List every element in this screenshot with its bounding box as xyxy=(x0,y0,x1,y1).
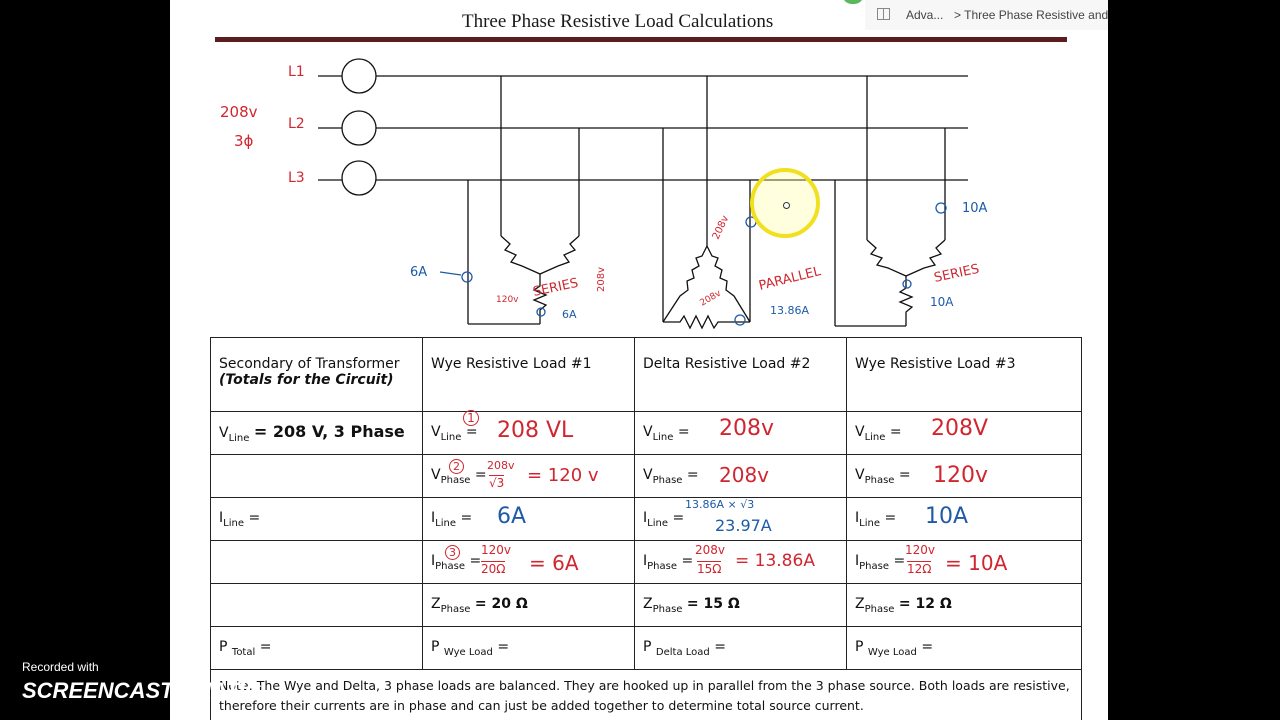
load1-step2-marker: 2 xyxy=(449,459,464,474)
load1-iphase-denominator: 20Ω xyxy=(481,562,506,576)
load1-z-cell: $Z_{Phase} = 20$ Ω xyxy=(423,584,635,627)
secondary-z-cell xyxy=(211,584,423,627)
circuit-diagram xyxy=(170,0,1108,340)
load2-iphase-result: = 13.86A xyxy=(735,551,815,571)
load2-iphase-numerator: 208v xyxy=(695,543,726,557)
label-l2: L2 xyxy=(288,116,305,132)
load3-p-cell: P $_{Wye Load}$ = xyxy=(847,627,1082,670)
load3-z-value: = 12 Ω xyxy=(898,595,952,612)
load3-vline-value: 208V xyxy=(931,416,989,441)
secondary-vline-cell: $V_{Line} = 208$ V, 3 Phase xyxy=(211,412,423,455)
page-title: Three Phase Resistive Load Calculations xyxy=(462,11,774,32)
source-l3-symbol xyxy=(342,161,376,195)
document-page xyxy=(170,0,1108,720)
header-load1: Wye Resistive Load #1 xyxy=(423,338,635,412)
load2-iline-calculation: 13.86A × √3 xyxy=(685,498,755,511)
table-note: Note: The Wye and Delta, 3 phase loads are balanced. They are hooked up in parallel from the 3 phase source. Both loads are resistive, therefore their currents are in phase and can just be added together to determine total source current. xyxy=(211,670,1082,720)
secondary-vphase-cell xyxy=(211,455,423,498)
load1-series-label: SERIES xyxy=(531,275,580,300)
source-voltage: 208v xyxy=(220,103,258,121)
load3-iphase-numerator: 120v xyxy=(905,543,936,557)
source-phase: 3ϕ xyxy=(234,132,254,150)
header-secondary-label: Secondary of Transformer xyxy=(219,356,400,372)
load1-z-value: = 20 Ω xyxy=(474,595,528,612)
load2-current: 13.86A xyxy=(770,304,810,317)
load1-vline-cell: $V_{Line}$ = 1 208 VL xyxy=(423,412,635,455)
secondary-p-cell: P $_{Total}$ = xyxy=(211,627,423,670)
load1-phase-current: 6A xyxy=(562,308,577,321)
load3-line-current: 10A xyxy=(962,201,988,216)
cursor-highlight xyxy=(750,168,820,238)
load3-phase-current: 10A xyxy=(930,295,954,309)
load1-vphase-denominator: √3 xyxy=(489,476,505,490)
load2-z-value: = 15 Ω xyxy=(686,595,740,612)
header-secondary xyxy=(211,338,423,412)
load2-parallel-label: PARALLEL xyxy=(757,264,823,294)
screencast-logo: SCREENCAST◉MATIC xyxy=(22,678,261,703)
load3-iphase-result: = 10A xyxy=(945,551,1008,575)
load3-iphase-cell: $I_{Phase}$ = 120v 12Ω = 10A xyxy=(847,541,1082,584)
load1-iline-value: 6A xyxy=(497,504,527,529)
load1-iline-cell: $I_{Line}$ = 6A xyxy=(423,498,635,541)
load2-iphase-cell: $I_{Phase}$ = 208v 15Ω = 13.86A xyxy=(635,541,847,584)
source-l2-symbol xyxy=(342,111,376,145)
load1-vphase-numerator: 208v xyxy=(487,459,515,472)
screencast-watermark xyxy=(22,660,261,704)
watermark-line1: Recorded with xyxy=(22,660,99,674)
load2-vline-value: 208v xyxy=(719,416,775,441)
header-load3: Wye Resistive Load #3 xyxy=(847,338,1082,412)
source-l1-symbol xyxy=(342,59,376,93)
load1-step1-marker: 1 xyxy=(463,410,479,426)
load2-vphase-cell: $V_{Phase}$ = 208v xyxy=(635,455,847,498)
breadcrumb-parent[interactable]: Adva... xyxy=(906,8,944,22)
calculation-table xyxy=(210,337,1082,720)
load2-iline-cell: $I_{Line}$ = 13.86A × √3 23.97A xyxy=(635,498,847,541)
load3-iphase-denominator: 12Ω xyxy=(907,562,932,576)
load1-p-cell: P $_{Wye Load}$ = xyxy=(423,627,635,670)
load1-vline-value: 208 VL xyxy=(497,418,574,443)
header-load2: Delta Resistive Load #2 xyxy=(635,338,847,412)
load2-z-cell: $Z_{Phase} = 15$ Ω xyxy=(635,584,847,627)
label-l1: L1 xyxy=(288,64,305,80)
load2-vline-cell: $V_{Line}$ = 208v xyxy=(635,412,847,455)
breadcrumb-current[interactable]: > Three Phase Resistive and xyxy=(954,8,1108,22)
load2-p-cell: P $_{Delta Load}$ = xyxy=(635,627,847,670)
load3-vphase-value: 120v xyxy=(933,463,989,488)
load2-iphase-denominator: 15Ω xyxy=(697,562,722,576)
load3-vphase-cell: $V_{Phase}$ = 120v xyxy=(847,455,1082,498)
load2-phase-voltage: 208v xyxy=(698,288,723,309)
load2-line-voltage: 208v xyxy=(710,213,732,242)
load1-iphase-numerator: 120v xyxy=(481,543,512,557)
load1-vphase-cell: $V_{Phase}$ = 2 208v √3 = 120 v xyxy=(423,455,635,498)
secondary-iline-cell: $I_{Line}$ = xyxy=(211,498,423,541)
load1-step3-marker: 3 xyxy=(445,545,460,560)
load1-iphase-result: = 6A xyxy=(529,551,579,575)
label-l3: L3 xyxy=(288,170,305,186)
header-secondary-hint: (Totals for the Circuit) xyxy=(219,372,394,388)
load2-iline-value: 23.97A xyxy=(715,516,772,535)
secondary-vline-value: = 208 V, 3 Phase xyxy=(253,422,405,442)
load3-iline-value: 10A xyxy=(925,504,969,529)
secondary-iphase-cell xyxy=(211,541,423,584)
load1-vphase-result: = 120 v xyxy=(527,465,599,486)
load3-vline-cell: $V_{Line}$ = 208V xyxy=(847,412,1082,455)
load1-line-current: 6A xyxy=(410,265,428,280)
load1-iphase-cell: $I_{Phase}$ = 3 120v 20Ω = 6A xyxy=(423,541,635,584)
load1-line-voltage: 208v xyxy=(596,266,607,292)
load2-vphase-value: 208v xyxy=(719,463,770,487)
load3-z-cell: $Z_{Phase} = 12$ Ω xyxy=(847,584,1082,627)
load1-phase-voltage: 120v xyxy=(496,295,519,305)
load3-series-label: SERIES xyxy=(932,261,981,286)
load3-iline-cell: $I_{Line}$ = 10A xyxy=(847,498,1082,541)
